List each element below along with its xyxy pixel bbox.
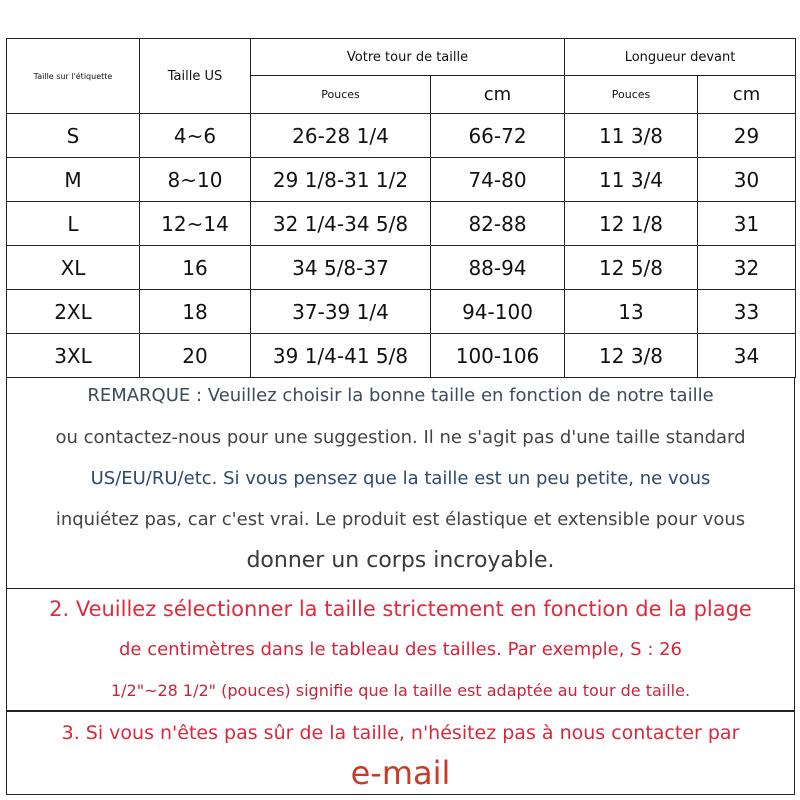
remark-note-box: [6, 377, 795, 589]
cell-front-inches: 11 3/8: [565, 114, 698, 158]
contact-note-box: [6, 711, 795, 795]
cell-front-cm: 31: [698, 202, 796, 246]
cell-label: M: [7, 158, 140, 202]
subheader-waist-cm: cm: [431, 76, 565, 114]
cell-label: S: [7, 114, 140, 158]
remark-line-3: US/EU/RU/etc. Si vous pensez que la taille est un peu petite, ne vous: [90, 468, 711, 489]
cell-waist-inches: 26-28 1/4: [251, 114, 431, 158]
cell-us: 18: [140, 290, 251, 334]
cell-front-inches: 12 3/8: [565, 334, 698, 378]
cell-front-inches: 13: [565, 290, 698, 334]
cell-label: 2XL: [7, 290, 140, 334]
remark-line-4: inquiétez pas, car c'est vrai. Le produit est élastique et extensible pour vous: [55, 509, 746, 530]
selection-line-3: 1/2"~28 1/2" (pouces) signifie que la taille est adaptée au tour de taille.: [110, 681, 691, 700]
remark-line-2: ou contactez-nous pour une suggestion. Il ne s'agit pas d'une taille standard: [55, 427, 746, 448]
remark-line-5: donner un corps incroyable.: [246, 548, 555, 573]
cell-us: 12~14: [140, 202, 251, 246]
selection-line-2: de centimètres dans le tableau des tailles. Par exemple, S : 26: [118, 639, 683, 660]
cell-waist-cm: 94-100: [431, 290, 565, 334]
cell-front-cm: 29: [698, 114, 796, 158]
cell-waist-inches: 34 5/8-37: [251, 246, 431, 290]
table-row: [7, 114, 796, 158]
cell-front-cm: 32: [698, 246, 796, 290]
cell-front-inches: 11 3/4: [565, 158, 698, 202]
table-row: [7, 290, 796, 334]
cell-waist-inches: 32 1/4-34 5/8: [251, 202, 431, 246]
header-us-size: Taille US: [140, 39, 251, 114]
table-row: [7, 334, 796, 378]
header-label-size: Taille sur l'étiquette: [7, 39, 140, 114]
table-row: [7, 202, 796, 246]
cell-waist-inches: 39 1/4-41 5/8: [251, 334, 431, 378]
selection-note-box: [6, 588, 795, 711]
size-chart-table: [6, 38, 796, 378]
contact-line: 3. Si vous n'êtes pas sûr de la taille, n'hésitez pas à nous contacter par: [61, 722, 740, 744]
cell-waist-cm: 66-72: [431, 114, 565, 158]
cell-front-cm: 34: [698, 334, 796, 378]
cell-waist-cm: 100-106: [431, 334, 565, 378]
header-front-length: Longueur devant: [565, 39, 796, 76]
cell-us: 20: [140, 334, 251, 378]
cell-label: XL: [7, 246, 140, 290]
cell-label: 3XL: [7, 334, 140, 378]
cell-front-inches: 12 1/8: [565, 202, 698, 246]
cell-front-cm: 30: [698, 158, 796, 202]
cell-front-cm: 33: [698, 290, 796, 334]
remark-line-1: REMARQUE : Veuillez choisir la bonne taille en fonction de notre taille: [87, 385, 714, 406]
cell-waist-cm: 88-94: [431, 246, 565, 290]
email-label: e-mail: [350, 754, 451, 792]
cell-waist-inches: 29 1/8-31 1/2: [251, 158, 431, 202]
subheader-front-inches: Pouces: [565, 76, 698, 114]
table-row: [7, 246, 796, 290]
cell-label: L: [7, 202, 140, 246]
subheader-front-cm: cm: [698, 76, 796, 114]
cell-waist-inches: 37-39 1/4: [251, 290, 431, 334]
cell-waist-cm: 82-88: [431, 202, 565, 246]
cell-waist-cm: 74-80: [431, 158, 565, 202]
cell-us: 8~10: [140, 158, 251, 202]
cell-us: 16: [140, 246, 251, 290]
subheader-waist-inches: Pouces: [251, 76, 431, 114]
cell-us: 4~6: [140, 114, 251, 158]
cell-front-inches: 12 5/8: [565, 246, 698, 290]
table-row: [7, 158, 796, 202]
header-waist: Votre tour de taille: [251, 39, 565, 76]
selection-line-1: 2. Veuillez sélectionner la taille strictement en fonction de la plage: [49, 597, 752, 621]
